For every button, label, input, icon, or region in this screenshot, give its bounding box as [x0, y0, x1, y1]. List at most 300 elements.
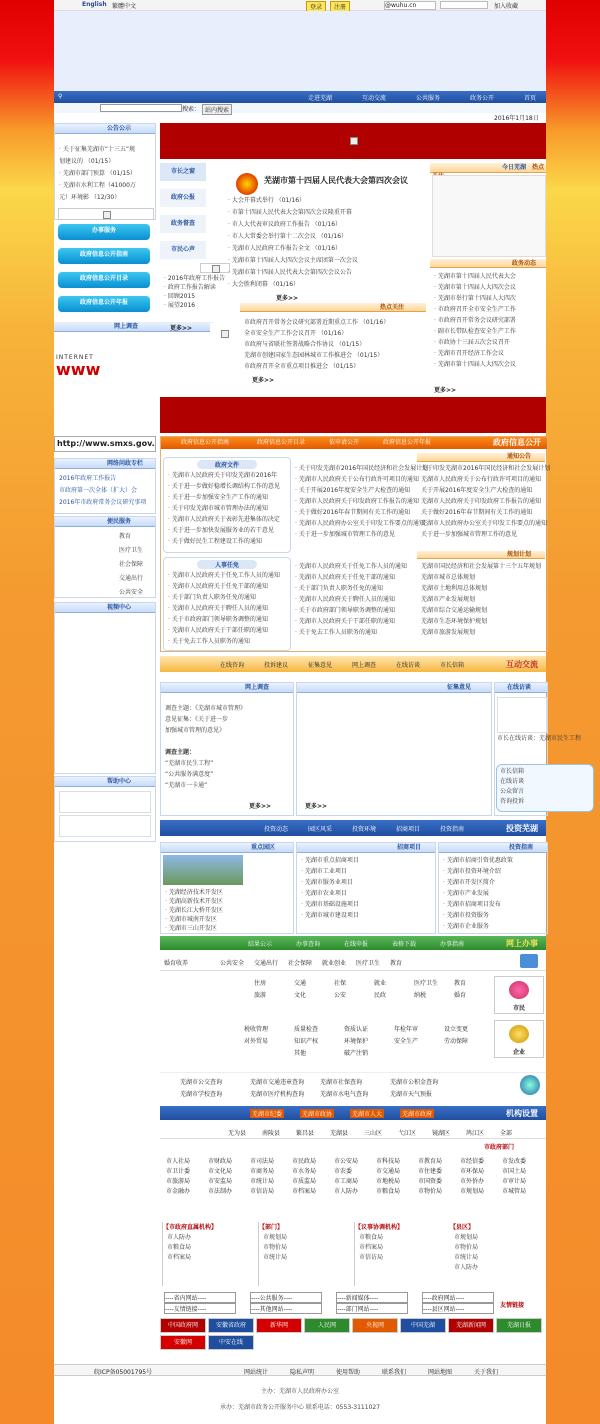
gov-item[interactable]: · 关于进一步加强安全生产工作的通知: [168, 494, 286, 502]
org-dept-item[interactable]: 市商务局: [250, 1168, 275, 1175]
org-dept-item[interactable]: 市水务局: [292, 1168, 317, 1175]
invest-a-item[interactable]: · 芜湖市招商引资优惠政策: [443, 857, 543, 865]
news-item[interactable]: · 芜湖市第十四届人大四次会议主席团第一次会议: [228, 257, 424, 265]
org-tab[interactable]: 芜湖市政府: [402, 1111, 433, 1118]
internet-logo[interactable]: INTERNET www: [56, 354, 101, 379]
grid-item[interactable]: 对外贸易: [244, 1038, 269, 1045]
org-dept-item[interactable]: 市旅游局: [166, 1178, 191, 1185]
right-list-item[interactable]: · 市政府召开常务会议研究部署: [434, 317, 542, 325]
right-list-item[interactable]: · 芜湖市召开经济工作会议: [434, 350, 542, 358]
interact-a-item[interactable]: “公共服务满意度”: [165, 771, 214, 778]
org-dept-item[interactable]: 市金融办: [166, 1188, 191, 1195]
gov-item[interactable]: · 芜湖市人民政府关于干部任职的通知: [168, 627, 286, 635]
hot-item[interactable]: 全市安全生产工作会议召开 （01/16）: [244, 330, 348, 337]
nav-home[interactable]: 首页: [524, 95, 537, 102]
grid-item[interactable]: 纳税: [414, 992, 427, 999]
services-tab[interactable]: 办事指南: [440, 941, 465, 948]
services-tab[interactable]: 在线申报: [344, 941, 369, 948]
gov-item[interactable]: · 关于市政府部门领导职务调整的通知: [295, 607, 411, 615]
query-link[interactable]: 芜湖市天气预报: [390, 1091, 433, 1098]
gov-item[interactable]: · 关于做好民生工程建设工作的通知: [168, 538, 286, 546]
service-icon-item[interactable]: 交通出行: [254, 960, 279, 967]
query-link[interactable]: 芜湖市公交查询: [180, 1079, 223, 1086]
report-item[interactable]: 市政府第一次全体（扩大）会: [59, 487, 138, 494]
grid-item[interactable]: 环境保护: [344, 1038, 369, 1045]
org-list-item[interactable]: 市粮食局: [167, 1244, 192, 1251]
org-list-item[interactable]: 市物价局: [454, 1244, 479, 1251]
invest-panel-a: [438, 842, 548, 934]
gov-item[interactable]: 芜湖市土地利用总体规划: [421, 585, 488, 592]
gov-item[interactable]: · 关于进一步加强城市管理工作的意见: [295, 531, 411, 539]
right-list-item[interactable]: · 副市长带队检查安全生产工作: [434, 328, 542, 336]
gov-item[interactable]: · 芜湖市人民政府关于公布行政许可项目的通知: [295, 476, 411, 484]
grid-item[interactable]: 其他: [294, 1050, 307, 1057]
gov-item[interactable]: · 芜湖市人民政府关于印发芜湖市2016年: [168, 472, 286, 480]
notice-item[interactable]: · 芜湖市水利工程（41000万: [59, 182, 151, 190]
nav-interaction[interactable]: 互动交流: [362, 95, 387, 102]
org-dept-item[interactable]: 市工商局: [334, 1178, 359, 1185]
invest-a-item[interactable]: · 芜湖市投资环境介绍: [443, 868, 543, 876]
hot-label[interactable]: 热点: [532, 164, 545, 171]
gov-item[interactable]: · 芜湖市人民政府关于任免干部的通知: [168, 583, 286, 591]
org-list-item[interactable]: 市规划局: [454, 1234, 479, 1241]
hot-item[interactable]: 市政府召开常务会议研究部署近期重点工作 （01/16）: [244, 319, 390, 326]
invest-a-item[interactable]: · 芜湖市开发区简介: [443, 879, 543, 887]
link-select[interactable]: ----公共服务----: [250, 1292, 322, 1303]
query-link[interactable]: 芜湖市医疗机构查询: [250, 1091, 305, 1098]
grid-item[interactable]: 破产注销: [344, 1050, 369, 1057]
query-link[interactable]: 芜湖市水电气查询: [320, 1091, 369, 1098]
gov-item[interactable]: · 芜湖市人民政府关于印发政府工作报告的通知: [295, 498, 411, 506]
org-filter-item[interactable]: 弋江区: [398, 1130, 417, 1137]
lang-english[interactable]: English: [82, 1, 107, 8]
interact-a-item[interactable]: “芜湖市一卡通”: [165, 782, 208, 789]
org-list-item[interactable]: 市统计局: [454, 1254, 479, 1261]
nav-about-wuhu[interactable]: 走进芜湖: [308, 95, 333, 102]
grid-item[interactable]: 质量检查: [294, 1026, 319, 1033]
footer-link[interactable]: 使用帮助: [336, 1369, 361, 1376]
gov-item[interactable]: · 芜湖市人民政府关于聘任人员的通知: [168, 605, 286, 613]
query-link[interactable]: 芜湖市公积金查询: [390, 1079, 439, 1086]
gov-item[interactable]: 芜湖市人民政府关于印发政府工作报告的通知: [421, 498, 542, 505]
link-logo[interactable]: 中国芜湖: [400, 1318, 446, 1333]
invest-tab[interactable]: 园区风采: [308, 826, 333, 833]
grid-item[interactable]: 民政: [374, 992, 387, 999]
interact-link[interactable]: 公众留言: [500, 788, 525, 795]
gov-item[interactable]: · 芜湖市人民政府关于任免干部的通知: [295, 574, 411, 582]
side-tab-3[interactable]: 政务督查: [160, 215, 206, 233]
gov-item[interactable]: 关于开展2016年度安全生产大检查的通知: [421, 487, 533, 494]
notice-item[interactable]: · 芜湖市部门预算 （01/15）: [59, 170, 151, 178]
grid-item[interactable]: 资质认证: [344, 1026, 369, 1033]
org-dept-item[interactable]: 市外侨办: [460, 1178, 485, 1185]
grid-item[interactable]: 年检年审: [394, 1026, 419, 1033]
gov-item[interactable]: · 芜湖市人民政府关于干部任职的通知: [295, 618, 411, 626]
interact-tab[interactable]: 投诉建议: [264, 662, 289, 669]
org-dept-item[interactable]: 市发改委: [502, 1158, 527, 1165]
link-logo[interactable]: 人民网: [304, 1318, 350, 1333]
gov-item[interactable]: · 芜湖市人民政府关于表彰先进集体的决定: [168, 516, 286, 524]
invest-c-item[interactable]: · 芜湖长江大桥开发区: [165, 907, 289, 915]
org-dept-item[interactable]: 市审计局: [502, 1178, 527, 1185]
grid-item[interactable]: 婚育: [454, 992, 467, 999]
gov-item[interactable]: · 芜湖市人民政府关于任免工作人员的通知: [168, 572, 286, 580]
org-dept-item[interactable]: 市公安局: [334, 1158, 359, 1165]
interact-link[interactable]: 咨询投诉: [500, 798, 525, 805]
service-button[interactable]: 办事服务: [58, 224, 150, 240]
site-url[interactable]: http://www.smxs.gov.: [57, 439, 155, 448]
org-dept-item[interactable]: 市经信委: [460, 1158, 485, 1165]
interact-c-caption[interactable]: 市长在线访谈：芜湖市民生工程: [497, 735, 582, 742]
gov-report-button[interactable]: 政府信息公开年报: [58, 296, 150, 312]
sublist-item[interactable]: · 政府工作报告解读: [164, 284, 222, 292]
link-select[interactable]: ----新闻媒体----: [336, 1292, 408, 1303]
invest-b-item[interactable]: · 芜湖市城市建设项目: [301, 912, 431, 920]
grid-item[interactable]: 医疗卫生: [414, 980, 439, 987]
org-filter-item[interactable]: 无为县: [228, 1130, 247, 1137]
gov-item[interactable]: · 关于部门负责人职务任免的通知: [168, 594, 286, 602]
org-dept-item[interactable]: 市地税局: [376, 1178, 401, 1185]
invest-a-item[interactable]: · 芜湖市投资服务: [443, 912, 543, 920]
interact-a-item[interactable]: “芜湖市民生工程”: [165, 760, 214, 767]
service-item[interactable]: 交通出行: [119, 575, 144, 582]
side-tab-1[interactable]: 市长之窗: [160, 163, 206, 181]
grid-item[interactable]: 就业: [374, 980, 387, 987]
news-more[interactable]: 更多>>: [276, 295, 299, 302]
gov-item[interactable]: · 关于印发芜湖市城市管理办法的通知: [168, 505, 286, 513]
gov-tab[interactable]: 政府信息公开年报: [383, 439, 432, 446]
gov-item[interactable]: 芜湖市城市总体规划: [421, 574, 476, 581]
link-logo[interactable]: 央视网: [352, 1318, 398, 1333]
lang-traditional[interactable]: 繁體中文: [112, 3, 137, 10]
services-tab[interactable]: 表格下载: [392, 941, 417, 948]
notice-item[interactable]: · 关于征集芜湖市“十三五”规: [59, 146, 151, 154]
org-filter-item[interactable]: 镜湖区: [432, 1130, 451, 1137]
org-dept-item[interactable]: 市粮食局: [376, 1188, 401, 1195]
gov-tab[interactable]: 依申请公开: [329, 439, 360, 446]
headline[interactable]: 芜湖市第十四届人民代表大会第四次会议: [264, 176, 408, 185]
search-input[interactable]: [100, 104, 182, 112]
grid-item[interactable]: 交通: [294, 980, 307, 987]
service-item[interactable]: 公共安全: [119, 589, 144, 596]
gov-item[interactable]: · 关于进一步做好稳增长调结构工作的意见: [168, 483, 286, 491]
side-tab-4[interactable]: 市民心声: [160, 241, 206, 259]
query-link[interactable]: 芜湖市交通违章查询: [250, 1079, 305, 1086]
footer-icp[interactable]: 皖ICP备05001795号: [94, 1369, 153, 1376]
service-item[interactable]: 教育: [119, 533, 132, 540]
org-dept-item[interactable]: 市档案局: [292, 1188, 317, 1195]
register-button[interactable]: 注册: [330, 1, 350, 12]
notice-item[interactable]: 元）环境影 （12/30）: [59, 194, 121, 201]
gov-item[interactable]: · 芜湖市人民政府关于任免工作人员的通知: [295, 563, 411, 571]
news-item[interactable]: · 市第十四届人民代表大会第四次会议隆重开幕: [228, 209, 424, 217]
gov-item[interactable]: 芜湖市生态环境保护规划: [421, 618, 488, 625]
invest-c-item[interactable]: · 芜湖经济技术开发区: [165, 889, 289, 897]
gov-item[interactable]: 关于进一步加强城市管理工作的意见: [421, 531, 518, 538]
link-select[interactable]: ----省内网站----: [164, 1292, 236, 1303]
org-list-item[interactable]: 市档案局: [167, 1254, 192, 1261]
news-item[interactable]: · 芜湖市第十四届人民代表大会第四次会议公告: [228, 269, 424, 277]
grid-item[interactable]: 公安: [334, 992, 347, 999]
news-item[interactable]: · 芜湖市人民政府工作报告全文 （01/16）: [228, 245, 424, 253]
link-select[interactable]: ----友情链接----: [164, 1303, 236, 1314]
grid-item[interactable]: 劳动保障: [444, 1038, 469, 1045]
org-list-item[interactable]: 市档案局: [359, 1244, 384, 1251]
gov-item[interactable]: · 关于部门负责人职务任免的通知: [295, 585, 411, 593]
service-box-citizen[interactable]: [494, 976, 544, 1014]
interact-link[interactable]: 市长信箱: [500, 768, 525, 775]
right-list-item[interactable]: · 芜湖市第十四届人民代表大会: [434, 273, 542, 281]
service-icon-item[interactable]: 社会保障: [288, 960, 313, 967]
service-item[interactable]: 社会保障: [119, 561, 144, 568]
gov-item[interactable]: 关于做好2016年春节期间有关工作的通知: [421, 509, 533, 516]
org-dept-item[interactable]: 市卫计委: [166, 1168, 191, 1175]
interact-b-more[interactable]: 更多>>: [305, 803, 328, 810]
service-icon-item[interactable]: 医疗卫生: [356, 960, 381, 967]
hot-item[interactable]: 市政府召开全市重点项目推进会 （01/15）: [244, 363, 360, 370]
services-tab[interactable]: 办事查询: [296, 941, 321, 948]
org-list-item[interactable]: 市信访局: [359, 1254, 384, 1261]
gov-item[interactable]: · 关于做好2016年春节期间有关工作的通知: [295, 509, 411, 517]
service-icon-item[interactable]: 就业创业: [322, 960, 347, 967]
invest-a-item[interactable]: · 芜湖市产业发展: [443, 890, 543, 898]
footer-link[interactable]: 关于我们: [474, 1369, 499, 1376]
interact-a-more[interactable]: 更多>>: [249, 803, 272, 810]
org-dept-item[interactable]: 市财政局: [208, 1158, 233, 1165]
link-logo[interactable]: 安徽省政府: [208, 1318, 254, 1333]
right-list-item[interactable]: · 市政府召开全市安全生产工作: [434, 306, 542, 314]
org-filter-item[interactable]: 南陵县: [262, 1130, 281, 1137]
grid-item[interactable]: 税收管理: [244, 1026, 269, 1033]
password-field[interactable]: [440, 1, 488, 9]
side-tab-2[interactable]: 政府公报: [160, 189, 206, 207]
interact-title: 互动交流: [506, 660, 538, 669]
gov-item[interactable]: · 关于免去工作人员职务的通知: [168, 638, 286, 646]
gov-item[interactable]: · 关于免去工作人员职务的通知: [295, 629, 411, 637]
interact-tab[interactable]: 征集意见: [308, 662, 333, 669]
org-dept-item[interactable]: 市质监局: [292, 1178, 317, 1185]
sublist-item[interactable]: · 展望2016: [164, 302, 222, 310]
gov-tab[interactable]: 政府信息公开目录: [257, 439, 306, 446]
org-dept-item[interactable]: 市交通局: [376, 1168, 401, 1175]
grid-item[interactable]: 旅游: [254, 992, 267, 999]
link-logo[interactable]: 芜湖日报: [496, 1318, 542, 1333]
org-dept-item[interactable]: 市司法局: [250, 1158, 275, 1165]
footer-link[interactable]: 联系我们: [382, 1369, 407, 1376]
org-dept-item[interactable]: 市国土局: [502, 1168, 527, 1175]
nav-search-icon[interactable]: ⚲: [58, 93, 63, 100]
sublist-more[interactable]: 更多>>: [170, 325, 193, 332]
gov-item[interactable]: · 关于印发芜湖市2016年国民经济和社会发展计划: [295, 465, 411, 473]
news-item[interactable]: · 市人大常委会举行第十二次会议 （01/16）: [228, 233, 424, 241]
invest-b-item[interactable]: · 芜湖市服务业项目: [301, 879, 431, 887]
invest-b-item[interactable]: · 芜湖市基础设施项目: [301, 901, 431, 909]
service-box-enterprise[interactable]: [494, 1020, 544, 1058]
link-logo[interactable]: 中国政府网: [160, 1318, 206, 1333]
link-logo[interactable]: 芜湖新闻网: [448, 1318, 494, 1333]
footer-link[interactable]: 网站统计: [244, 1369, 269, 1376]
org-dept-item[interactable]: 市农委: [334, 1168, 353, 1175]
query-link[interactable]: 芜湖市社保查询: [320, 1079, 363, 1086]
org-dept-item[interactable]: 市文化局: [208, 1168, 233, 1175]
login-button[interactable]: 登录: [306, 1, 326, 12]
interact-tab[interactable]: 网上调查: [352, 662, 377, 669]
link-select[interactable]: ----其他网站----: [250, 1303, 322, 1314]
gov-item[interactable]: · 芜湖市人民政府关于聘任人员的通知: [295, 596, 411, 604]
service-icon-item[interactable]: 婚育收养: [164, 960, 189, 967]
org-filter-item[interactable]: 繁昌县: [296, 1130, 315, 1137]
service-icon-item[interactable]: 公共安全: [220, 960, 245, 967]
grid-item[interactable]: 教育: [454, 980, 467, 987]
right-list-item[interactable]: · 芜湖市第十四届人大四次会议: [434, 361, 542, 369]
interact-a-item[interactable]: 调查主题：: [165, 749, 196, 756]
right-list-item[interactable]: · 芜湖市举行第十四届人大四次: [434, 295, 542, 303]
org-dept-item[interactable]: 市教育局: [418, 1158, 443, 1165]
org-dept-item[interactable]: 市安监局: [208, 1178, 233, 1185]
org-list-item[interactable]: 市物价局: [263, 1244, 288, 1251]
org-dept-item[interactable]: 市法制办: [208, 1188, 233, 1195]
org-tab[interactable]: 芜湖市政协: [302, 1111, 333, 1118]
org-dept-item[interactable]: 市规划局: [460, 1188, 485, 1195]
invest-tab[interactable]: 投资指南: [440, 826, 465, 833]
search-row: [54, 103, 546, 113]
invest-c-item[interactable]: · 芜湖高新技术开发区: [165, 898, 289, 906]
org-filter-item[interactable]: 三山区: [364, 1130, 383, 1137]
query-link[interactable]: 芜湖市学校查询: [180, 1091, 223, 1098]
gov-item[interactable]: 芜湖市产业发展规划: [421, 596, 476, 603]
org-dept-item[interactable]: 市住建委: [418, 1168, 443, 1175]
invest-c-item[interactable]: · 芜湖市三山开发区: [165, 925, 289, 933]
invest-b-item[interactable]: · 芜湖市工业项目: [301, 868, 431, 876]
org-dept-item[interactable]: 市物价局: [418, 1188, 443, 1195]
grid-item[interactable]: 知识产权: [294, 1038, 319, 1045]
gov-item[interactable]: 芜湖市人民政府办公室关于印发工作要点的通知: [421, 520, 548, 527]
org-dept-item[interactable]: 市统计局: [250, 1178, 275, 1185]
org-dept-item[interactable]: 市城管局: [502, 1188, 527, 1195]
invest-c-item[interactable]: · 芜湖市城南开发区: [165, 916, 289, 924]
interact-a-title: 网上调查: [161, 683, 293, 693]
gov-item[interactable]: · 关于市政府部门领导职务调整的通知: [168, 616, 286, 624]
org-list-item[interactable]: 市人防办: [167, 1234, 192, 1241]
right-more[interactable]: 更多>>: [434, 387, 457, 394]
org-dept-item[interactable]: 市信访局: [250, 1188, 275, 1195]
invest-a-item[interactable]: · 芜湖市招商项目发布: [443, 901, 543, 909]
gov-col-2: [291, 453, 429, 649]
email-field[interactable]: @wuhu.cn: [384, 1, 436, 10]
footer-link[interactable]: 隐私声明: [290, 1369, 315, 1376]
org-filter-item[interactable]: 芜湖县: [330, 1130, 349, 1137]
org-dept-item[interactable]: 市人防办: [334, 1188, 359, 1195]
gov-item[interactable]: 关于印发芜湖市2016年国民经济和社会发展计划: [421, 465, 551, 472]
org-dept-item[interactable]: 市科技局: [376, 1158, 401, 1165]
org-tab[interactable]: 芜湖市人大: [352, 1111, 383, 1118]
right-list-item[interactable]: · 芜湖市第十四届人大四次会议: [434, 284, 542, 292]
grid-item[interactable]: 安全生产: [394, 1038, 419, 1045]
hot-item[interactable]: 芜湖市创建国家生态园林城市工作推进会 （01/15）: [244, 352, 384, 359]
hot-item[interactable]: 市政府与省联社签署战略合作协议 （01/15）: [244, 341, 366, 348]
sublist-item[interactable]: · 2016年政府工作报告: [164, 275, 222, 283]
help-box-1: [59, 791, 151, 813]
gov-tab[interactable]: 政府信息公开指南: [181, 439, 230, 446]
interact-tab[interactable]: 在线咨询: [220, 662, 245, 669]
org-dept-item[interactable]: 市民政局: [292, 1158, 317, 1165]
invest-b-item[interactable]: · 芜湖市重点招商项目: [301, 857, 431, 865]
gov-item[interactable]: 芜湖市国民经济和社会发展第十三个五年规划: [421, 563, 542, 570]
invest-b-item[interactable]: · 芜湖市农业项目: [301, 890, 431, 898]
service-item[interactable]: 医疗卫生: [119, 547, 144, 554]
gov-guide-button[interactable]: 政府信息公开指南: [58, 248, 150, 264]
interact-a-item[interactable]: 调查主题：《芜湖市城市管理》: [165, 705, 247, 712]
gov-item[interactable]: · 关于进一步加快发展服务业的若干意见: [168, 527, 286, 535]
grid-item[interactable]: 社保: [334, 980, 347, 987]
org-dept-item[interactable]: 市国资委: [418, 1178, 443, 1185]
interact-a-item[interactable]: 意见征集：《关于进一步: [165, 716, 229, 723]
news-item[interactable]: · 大会开幕式举行 （01/16）: [228, 197, 424, 205]
link-select[interactable]: ----部门网站----: [336, 1303, 408, 1314]
report-item[interactable]: 2016年市政府常务会议研究事项: [59, 499, 147, 506]
footer-link[interactable]: 网站地图: [428, 1369, 453, 1376]
org-tab[interactable]: 芜湖市纪委: [252, 1111, 283, 1118]
org-dept-item[interactable]: 市人社局: [166, 1158, 191, 1165]
notice-item[interactable]: 划建议的 （01/15）: [59, 158, 115, 165]
link-logo[interactable]: 中安在线: [208, 1335, 254, 1350]
site-search-button[interactable]: 站内搜索: [202, 104, 232, 115]
interact-link[interactable]: 在线访谈: [500, 778, 525, 785]
invest-a-item[interactable]: · 芜湖市企业服务: [443, 923, 543, 931]
gov-item[interactable]: 芜湖市人民政府关于公布行政许可项目的通知: [421, 476, 542, 483]
gov-item[interactable]: · 芜湖市人民政府办公室关于印发工作要点的通知: [295, 520, 411, 528]
favorite-link[interactable]: 加入收藏: [494, 3, 519, 10]
national-emblem-icon: [236, 173, 258, 195]
org-filter-item[interactable]: 鸠江区: [466, 1130, 485, 1137]
gov-catalog-button[interactable]: 政府信息公开目录: [58, 272, 150, 288]
org-list-item[interactable]: 市规划局: [263, 1234, 288, 1241]
link-logo[interactable]: 新华网: [256, 1318, 302, 1333]
gov-item[interactable]: 芜湖市旅游发展规划: [421, 629, 476, 636]
grid-item[interactable]: 住房: [254, 980, 267, 987]
invest-tab[interactable]: 投资环境: [352, 826, 377, 833]
link-select[interactable]: ----县区网站----: [422, 1303, 494, 1314]
interact-tab[interactable]: 市长信箱: [440, 662, 465, 669]
services-tab[interactable]: 结果公示: [248, 941, 273, 948]
org-filter-item[interactable]: 全部: [500, 1130, 513, 1137]
invest-tab[interactable]: 招商项目: [396, 826, 421, 833]
report-item[interactable]: 2016年政府工作报告: [59, 475, 117, 482]
org-list-title: 【县区】: [450, 1224, 475, 1231]
interact-a-item[interactable]: 加强城市管理的意见》: [165, 727, 226, 734]
org-list-item[interactable]: 市统计局: [263, 1254, 288, 1261]
nav-public-service[interactable]: 公共服务: [416, 95, 441, 102]
service-icon-item[interactable]: 教育: [390, 960, 403, 967]
grid-item[interactable]: 文化: [294, 992, 307, 999]
sublist-item[interactable]: · 回顾2015: [164, 293, 222, 301]
news-item[interactable]: · 大会胜利闭幕 （01/16）: [228, 281, 424, 289]
org-list-item[interactable]: 市人防办: [454, 1264, 479, 1271]
link-logo[interactable]: 安徽网: [160, 1335, 206, 1350]
link-select[interactable]: ----政府网站----: [422, 1292, 494, 1303]
grid-item[interactable]: 设立变更: [444, 1026, 469, 1033]
gov-item[interactable]: · 关于开展2016年度安全生产大检查的通知: [295, 487, 411, 495]
nav-gov-open[interactable]: 政务公开: [470, 95, 495, 102]
invest-tab[interactable]: 投资动态: [264, 826, 289, 833]
right-list-item[interactable]: · 市政协十三届五次会议召开: [434, 339, 542, 347]
hot-more[interactable]: 更多>>: [252, 377, 275, 384]
gov-item[interactable]: 芜湖市综合交通运输规划: [421, 607, 488, 614]
org-list-item[interactable]: 市粮食局: [359, 1234, 384, 1241]
news-item[interactable]: · 市人大代表审议政府工作报告 （01/16）: [228, 221, 424, 229]
org-dept-item[interactable]: 市环保局: [460, 1168, 485, 1175]
interact-tab[interactable]: 在线访谈: [396, 662, 421, 669]
